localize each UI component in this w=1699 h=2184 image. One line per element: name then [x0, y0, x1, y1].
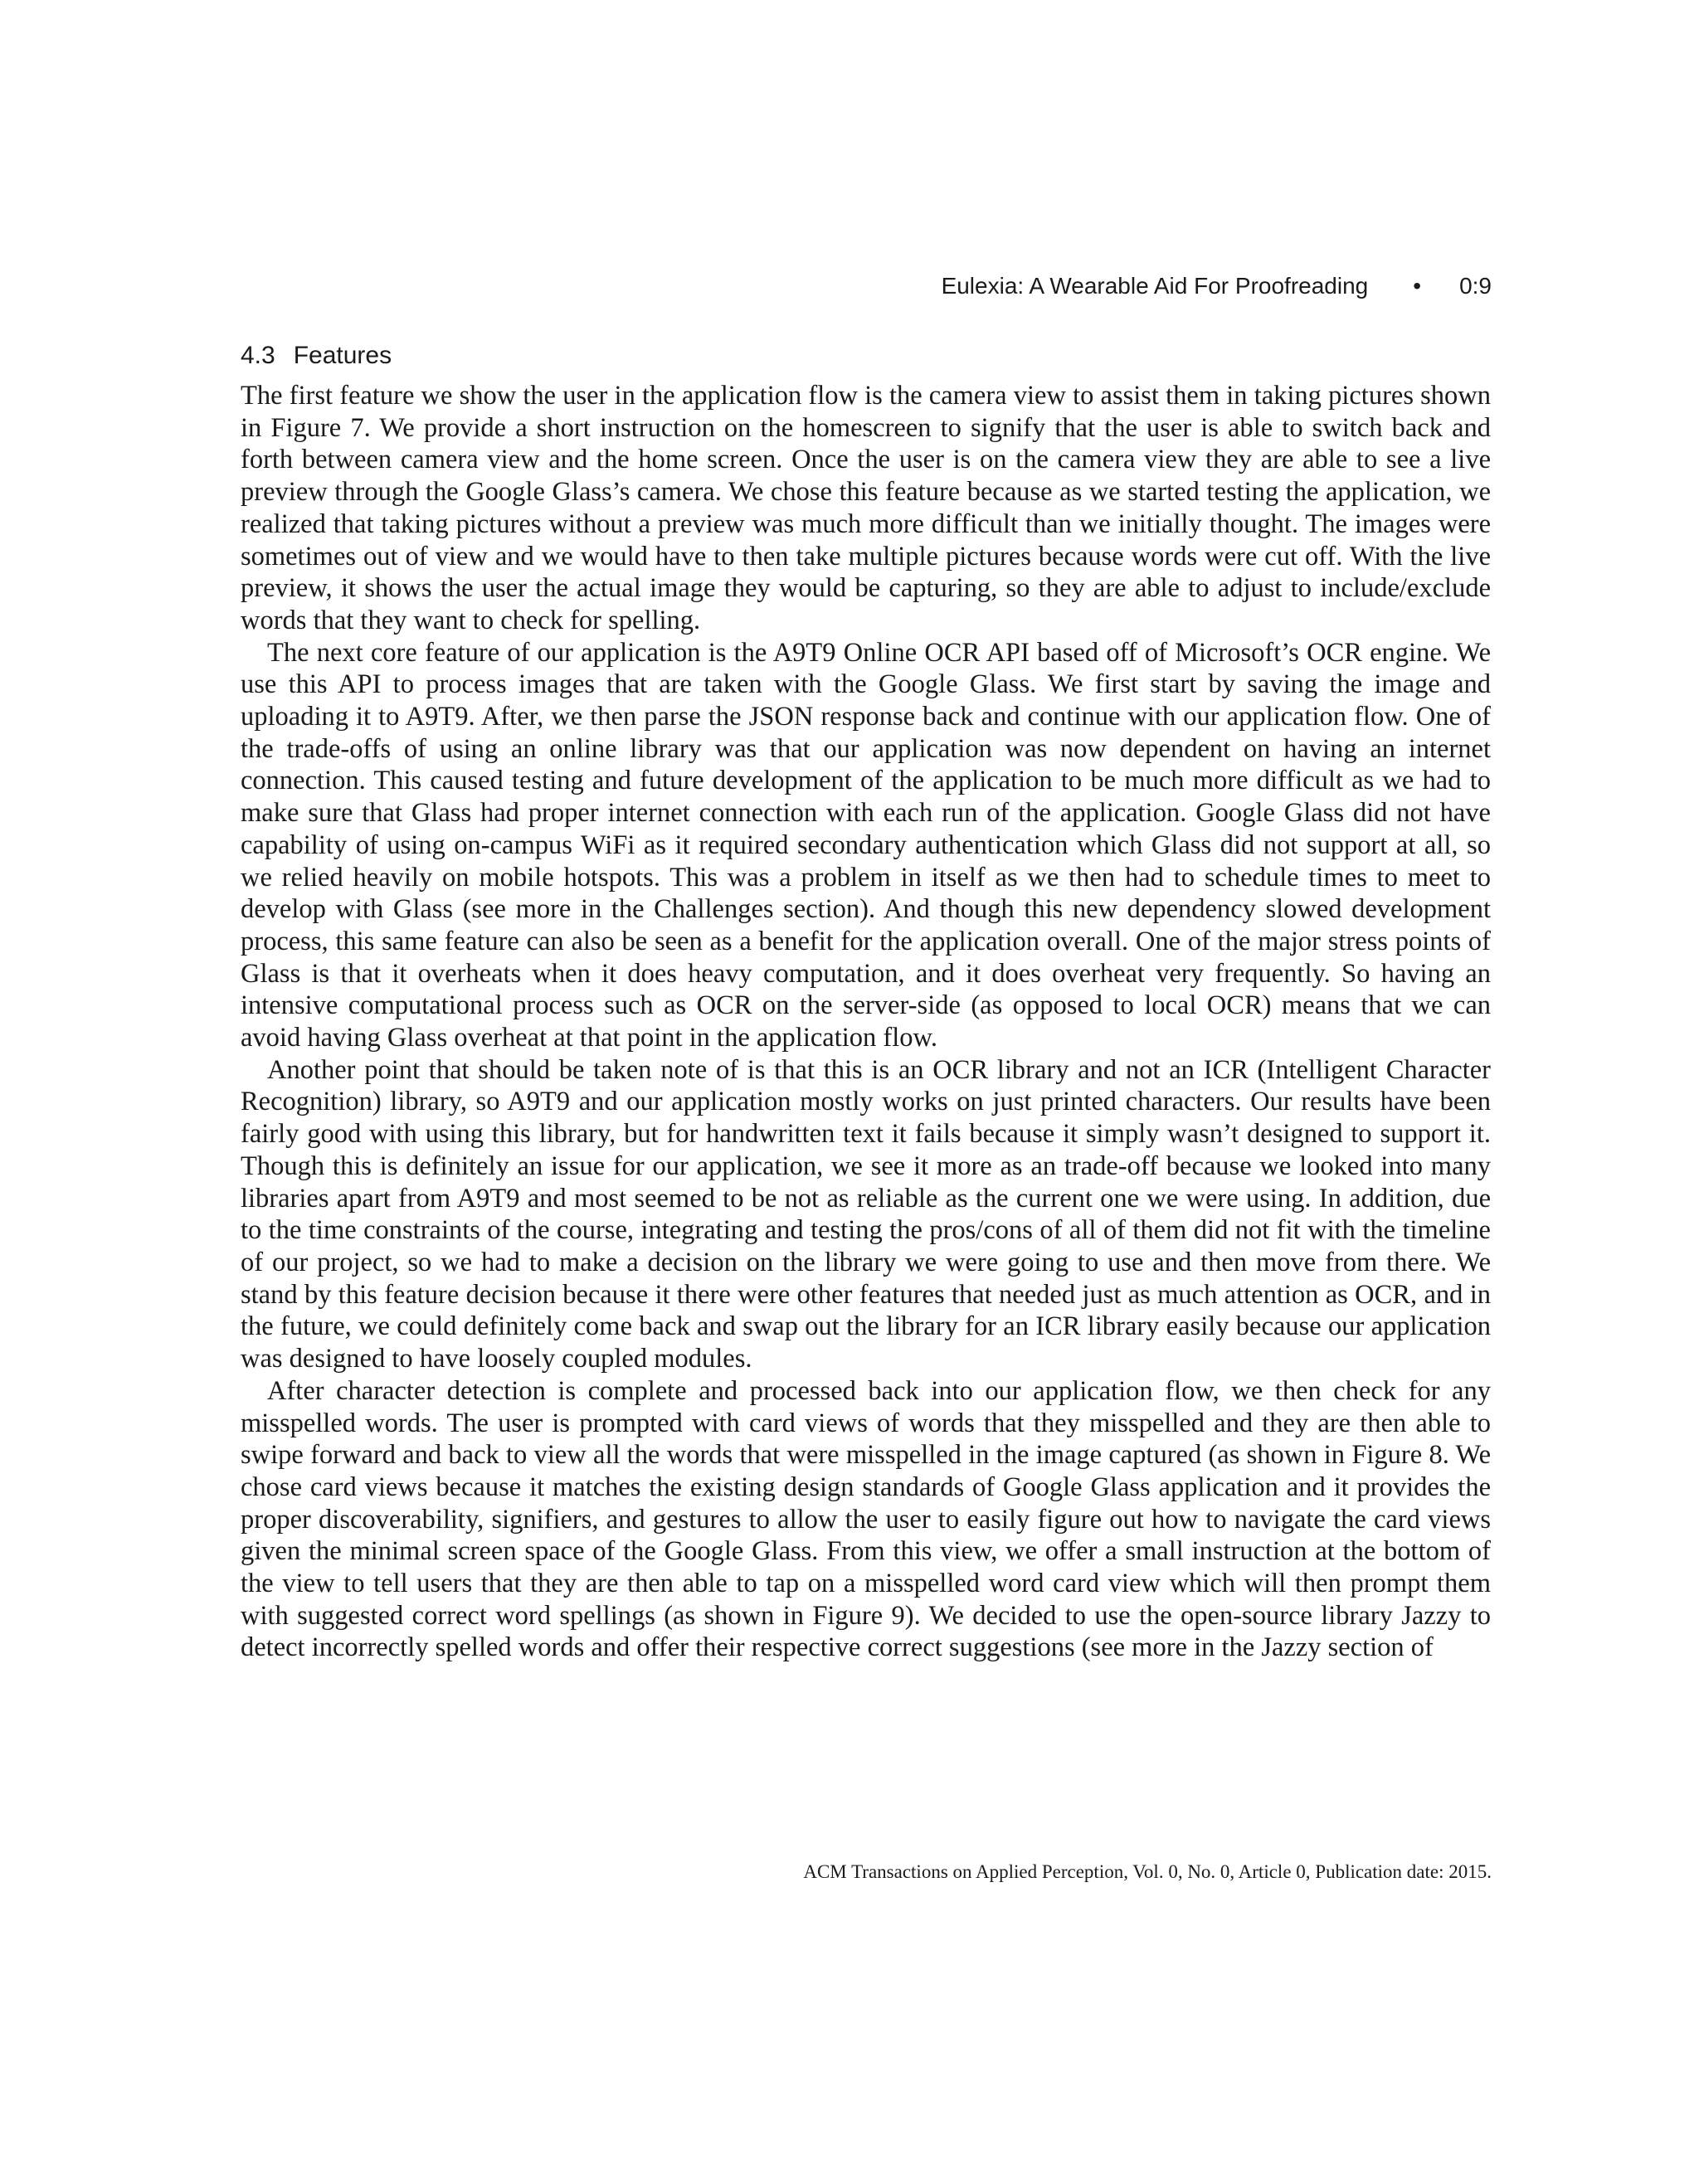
paragraph: The first feature we show the user in the application flow is the camera view to assist them in taking pictures shown in Figure 7. We provide a short instruction on the homescreen to signify that the user is able to switch back and forth between camera view and the home screen. Once the user is on the camera view they are able to see a live preview through the Google Glass’s camera. We chose this feature because as we started testing the application, we realized that taking pictures without a preview was much more difficult than we initially thought. The images were sometimes out of view and we would have to then take multiple pictures because words were cut off. With the live preview, it shows the user the actual image they would be capturing, so they are able to adjust to include/exclude words that they want to check for spelling. — [241, 381, 1491, 635]
section-heading — [241, 340, 392, 372]
journal-footer: ACM Transactions on Applied Perception, Vol. 0, No. 0, Article 0, Publication date: 2015. — [803, 1861, 1492, 1882]
paragraph: The next core feature of our application is the A9T9 Online OCR API based off of Microsoft’s OCR engine. We use this API to process images that are taken with the Google Glass. We first start by saving the image and uploading it to A9T9. After, we then parse the JSON response back and continue with our application flow. One of the trade-offs of using an online library was that our application was now dependent on having an internet connection. This caused testing and future development of the application to be much more difficult as we had to make sure that Glass had proper internet connection with each run of the application. Google Glass did not have capability of using on-campus WiFi as it required secondary authentication which Glass did not support at all, so we relied heavily on mobile hotspots. This was a problem in itself as we then had to schedule times to meet to develop with Glass (see more in the Challenges section). And though this new dependency slowed development process, this same feature can also be seen as a benefit for the application overall. One of the major stress points of Glass is that it overheats when it does heavy computation, and it does overheat very frequently. So having an intensive computational process such as OCR on the server-side (as opposed to local OCR) means that we can avoid having Glass overheat at that point in the application flow. — [241, 637, 1491, 1053]
running-head — [942, 271, 1492, 301]
paragraph: After character detection is complete and processed back into our application flow, we then check for any misspelled words. The user is prompted with card views of words that they misspelled and they are then able to swipe forward and back to view all the words that were misspelled in the image captured (as shown in Figure 8. We chose card views because it matches the existing design standards of Google Glass application and it provides the proper discoverability, signifiers, and gestures to allow the user to easily figure out how to navigate the card views given the minimal screen space of the Google Glass. From this view, we offer a small instruction at the bottom of the view to tell users that they are then able to tap on a misspelled word card view which will then prompt them with suggested correct word spellings (as shown in Figure 9). We decided to use the open-source library Jazzy to detect incorrectly spelled words and offer their respective correct suggestions (see more in the Jazzy section of — [241, 1375, 1491, 1663]
page-number: 0:9 — [1459, 273, 1492, 299]
running-head-separator: • — [1413, 273, 1422, 299]
paragraph: Another point that should be taken note of is that this is an OCR library and not an ICR (Intelligent Character Recognition) library, so A9T9 and our application mostly works on just printed characters. Our results have been fairly good with using this library, but for handwritten text it fails because it simply wasn’t designed to support it. Though this is definitely an issue for our application, we see it more as an trade-off because we looked into many libraries apart from A9T9 and most seemed to be not as reliable as the current one we were using. In addition, due to the time constraints of the course, integrating and testing the pros/cons of all of them did not fit with the timeline of our project, so we had to make a decision on the library we were going to use and then move from there. We stand by this feature decision because it there were other features that needed just as much attention as OCR, and in the future, we could definitely come back and swap out the library for an ICR library easily because our application was designed to have loosely coupled modules. — [241, 1054, 1491, 1374]
running-head-title: Eulexia: A Wearable Aid For Proofreading — [941, 273, 1369, 299]
section-title: Features — [293, 342, 392, 369]
body-text — [241, 380, 1491, 1664]
section-number: 4.3 — [241, 342, 275, 369]
